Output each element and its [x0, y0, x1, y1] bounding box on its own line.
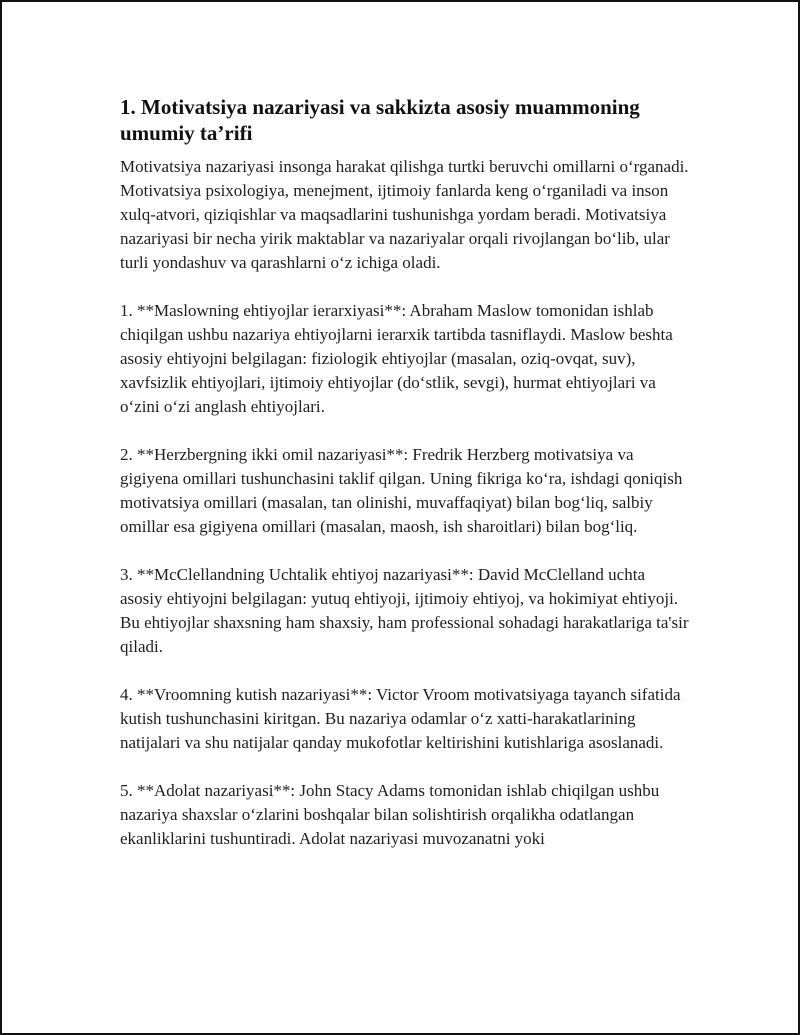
- adams-paragraph: 5. **Adolat nazariyasi**: John Stacy Adams tomonidan ishlab chiqilgan ushbu nazariya shaxslar o‘zlarini boshqalar bilan solishtirish orqalikha odatlangan ekanliklarini tushuntiradi. Adolat nazariyasi muvozanatni yoki: [120, 781, 660, 848]
- document-body: [120, 94, 690, 875]
- herzberg-paragraph: 2. **Herzbergning ikki omil nazariyasi**: Fredrik Herzberg motivatsiya va gigiyena omillari tushunchasini taklif qilgan. Uning fikriga ko‘ra, ishdagi qoniqish motivatsiya omillari (masalan, tan olinishi, muvaffaqiyat) bilan bog‘liq, salbiy omillar esa gigiyena omillari (masalan, maosh, ish sharoitlari) bilan bog‘liq.: [120, 445, 683, 536]
- maslow-paragraph: 1. **Maslowning ehtiyojlar ierarxiyasi**: Abraham Maslow tomonidan ishlab chiqilgan ushbu nazariya ehtiyojlarni ierarxik tartibda tasniflaydi. Maslow beshta asosiy ehtiyojni belgilagan: fiziologik ehtiyojlar (masalan, oziq-ovqat, suv), xavfsizlik ehtiyojlari, ijtimoiy ehtiyojlar (do‘stlik, sevgi), hurmat ehtiyojlari va o‘zini o‘zi anglash ehtiyojlari.: [120, 301, 673, 416]
- mcclelland-paragraph: 3. **McClellandning Uchtalik ehtiyoj nazariyasi**: David McClelland uchta asosiy ehtiyojni belgilagan: yutuq ehtiyoji, ijtimoiy ehtiyoj, va hokimiyat ehtiyoji. Bu ehtiyojlar shaxsning ham shaxsiy, ham professional sohadagi harakatlariga ta'sir qiladi.: [120, 565, 689, 656]
- intro-paragraph: Motivatsiya nazariyasi insonga harakat qilishga turtki beruvchi omillarni o‘rganadi. Motivatsiya psixologiya, menejment, ijtimoiy fanlarda keng o‘rganiladi va inson xulq-atvori, qiziqishlar va maqsadlarini tushunishga yordam beradi. Motivatsiya nazariyasi bir necha yirik maktablar va nazariyalar orqali rivojlangan bo‘lib, ular turli yondashuv va qarashlarni o‘z ichiga oladi.: [120, 157, 689, 272]
- section-title: 1. Motivatsiya nazariyasi va sakkizta asosiy muammoning umumiy ta’rifi: [120, 95, 640, 145]
- vroom-paragraph: 4. **Vroomning kutish nazariyasi**: Victor Vroom motivatsiyaga tayanch sifatida kutish tushunchasini kiritgan. Bu nazariya odamlar o‘z xatti-harakatlarining natijalari va shu natijalar qanday mukofotlar keltirishini kutishlariga asoslanadi.: [120, 685, 681, 752]
